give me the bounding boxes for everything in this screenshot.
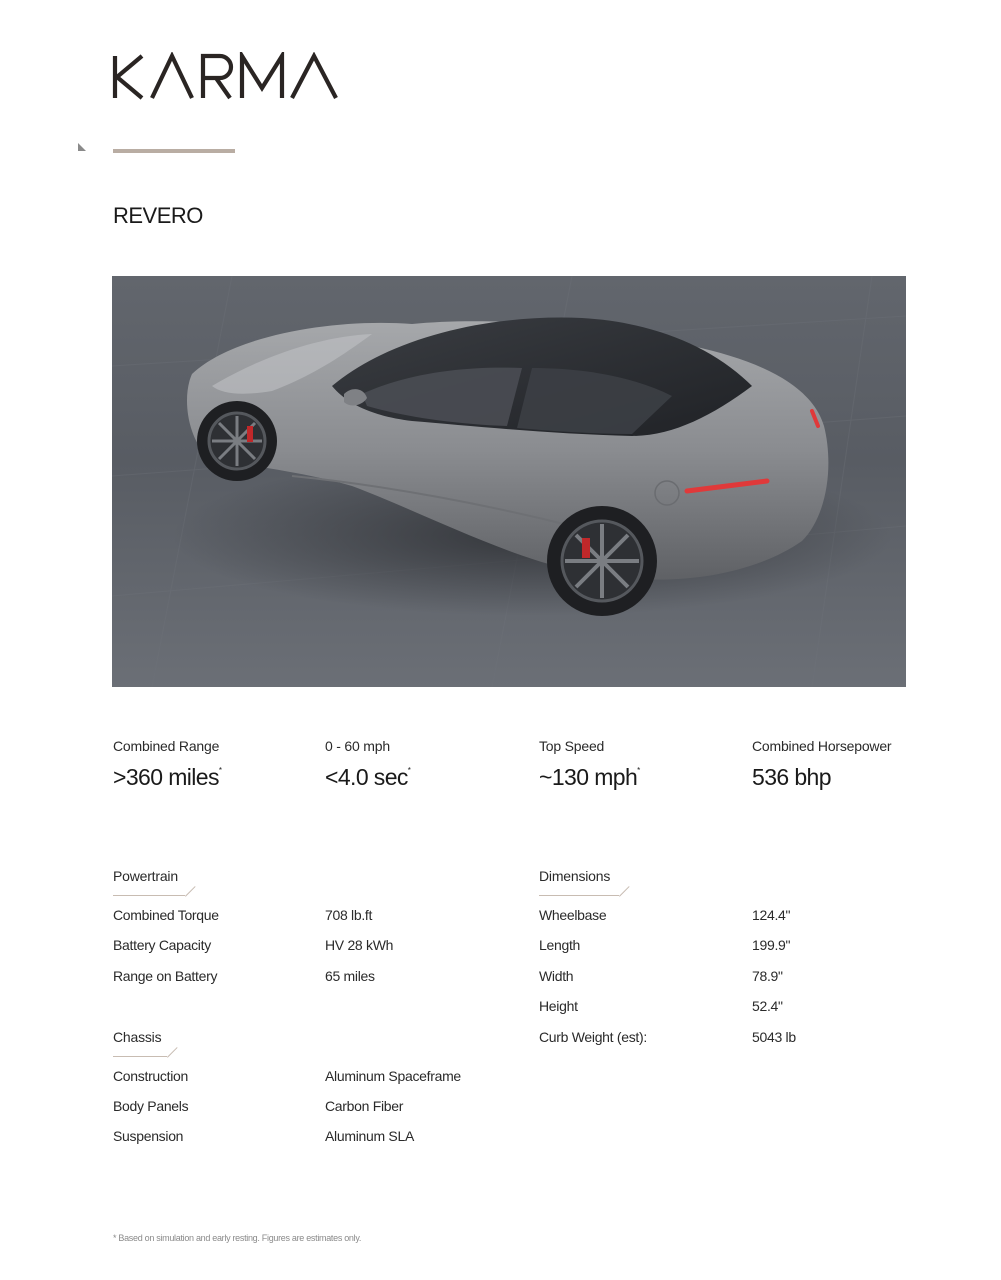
spec-value: 65 miles [325,968,375,984]
header-rule [113,149,235,153]
spec-label: Construction [113,1068,188,1084]
front-wheel [197,401,277,481]
corner-mark [78,140,88,150]
spec-label: Battery Capacity [113,937,211,953]
section-powertrain [113,868,178,898]
section-title: Chassis [113,1029,162,1045]
karma-logo-graphic [112,52,352,102]
stat-horsepower [752,738,952,791]
rear-wheel [547,506,657,616]
spec-value: 52.4" [752,998,783,1014]
spec-value: 5043 lb [752,1029,796,1045]
model-title: REVERO [113,203,203,228]
stat-label: Combined Horsepower [752,738,892,754]
stat-zero-to-sixty [325,738,525,791]
stat-value: <4.0 sec* [325,764,411,790]
section-underline [113,888,178,898]
spec-label: Range on Battery [113,968,218,984]
spec-label: Length [539,937,581,953]
section-underline [113,1049,161,1059]
spec-value: 124.4" [752,907,791,923]
stat-label: 0 - 60 mph [325,738,390,754]
spec-value: Aluminum SLA [325,1128,414,1144]
section-title: Dimensions [539,868,611,884]
section-title: Powertrain [113,868,178,884]
spec-value: 78.9" [752,968,783,984]
spec-label: Suspension [113,1128,184,1144]
section-underline [539,888,610,898]
spec-value: HV 28 kWh [325,937,394,953]
section-dimensions [539,868,610,898]
spec-value: 199.9" [752,937,791,953]
stat-top-speed [539,738,739,791]
spec-label: Wheelbase [539,907,607,923]
spec-label: Height [539,998,578,1014]
footnote: * Based on simulation and early resting. Figures are estimates only. [113,1233,362,1243]
spec-label: Combined Torque [113,907,219,923]
car-photo [112,276,906,687]
spec-label: Body Panels [113,1098,189,1114]
karma-logo [112,52,352,102]
stat-combined-range [113,738,313,791]
spec-label: Curb Weight (est): [539,1029,647,1045]
stat-label: Combined Range [113,738,220,754]
spec-value: Carbon Fiber [325,1098,404,1114]
stat-value: 536 bhp [752,764,831,790]
stat-label: Top Speed [539,738,605,754]
spec-value: 708 lb.ft [325,907,373,923]
section-chassis [113,1029,161,1059]
stat-value: ~130 mph* [539,764,640,790]
stat-value: >360 miles* [113,764,222,790]
car-illustration [112,276,906,687]
spec-label: Width [539,968,574,984]
spec-value: Aluminum Spaceframe [325,1068,461,1084]
